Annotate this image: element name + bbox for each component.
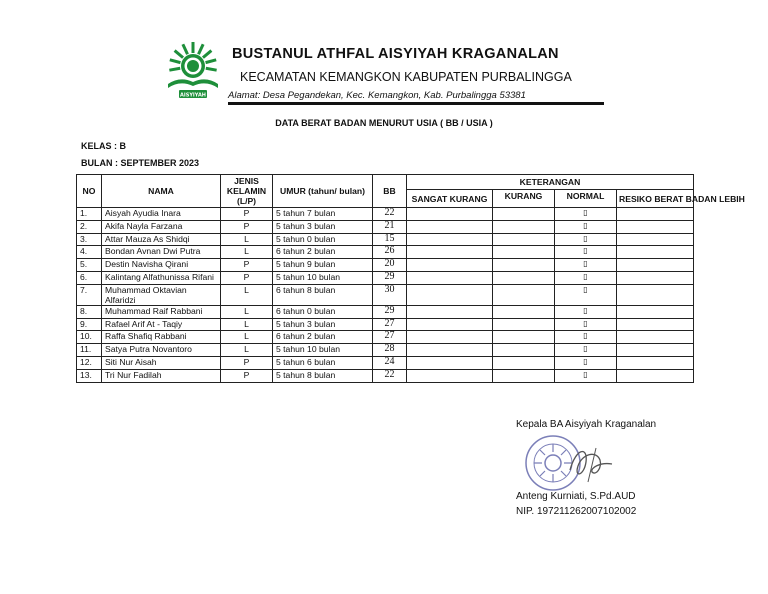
cell-jenis-kelamin: P [221, 271, 273, 284]
cell-resiko [617, 259, 694, 272]
cell-bb: 29 [373, 271, 407, 284]
table-row [77, 233, 694, 246]
cell-jenis-kelamin: L [221, 331, 273, 344]
cell-nama: Destin Navisha Qirani [102, 259, 221, 272]
signature-nip: NIP. 197211262007102002 [516, 506, 637, 517]
cell-sangat-kurang [407, 344, 493, 357]
cell-nama: Attar Mauza As Shidqi [102, 233, 221, 246]
cell-no: 8. [77, 305, 102, 318]
cell-umur: 6 tahun 0 bulan [273, 305, 373, 318]
cell-nama: Muhammad Raif Rabbani [102, 305, 221, 318]
col-sangat-kurang: SANGAT KURANG [407, 190, 493, 208]
cell-normal: ▯ [555, 344, 617, 357]
cell-resiko [617, 331, 694, 344]
cell-nama: Satya Putra Novantoro [102, 344, 221, 357]
cell-jenis-kelamin: P [221, 369, 273, 382]
cell-resiko [617, 246, 694, 259]
cell-jenis-kelamin: L [221, 284, 273, 305]
table-row [77, 318, 694, 331]
cell-umur: 5 tahun 8 bulan [273, 369, 373, 382]
cell-jenis-kelamin: P [221, 259, 273, 272]
cell-normal: ▯ [555, 369, 617, 382]
cell-kurang [493, 369, 555, 382]
cell-umur: 5 tahun 3 bulan [273, 220, 373, 233]
cell-nama: Rafael Arif At - Taqiy [102, 318, 221, 331]
cell-nama: Aisyah Ayudia Inara [102, 208, 221, 221]
cell-bb: 20 [373, 259, 407, 272]
cell-nama: Siti Nur Aisah [102, 356, 221, 369]
cell-sangat-kurang [407, 259, 493, 272]
cell-sangat-kurang [407, 246, 493, 259]
col-resiko: RESIKO BERAT BADAN LEBIH [617, 190, 694, 208]
logo-text: AISYIYAH [179, 92, 207, 99]
cell-kurang [493, 318, 555, 331]
cell-no: 6. [77, 271, 102, 284]
table-row [77, 246, 694, 259]
cell-sangat-kurang [407, 305, 493, 318]
cell-sangat-kurang [407, 284, 493, 305]
cell-resiko [617, 344, 694, 357]
cell-umur: 6 tahun 8 bulan [273, 284, 373, 305]
cell-kurang [493, 331, 555, 344]
cell-resiko [617, 284, 694, 305]
cell-sangat-kurang [407, 318, 493, 331]
cell-umur: 5 tahun 7 bulan [273, 208, 373, 221]
cell-normal: ▯ [555, 246, 617, 259]
cell-umur: 5 tahun 9 bulan [273, 259, 373, 272]
cell-bb: 30 [373, 284, 407, 305]
cell-jenis-kelamin: L [221, 246, 273, 259]
cell-sangat-kurang [407, 271, 493, 284]
signature-role: Kepala BA Aisyiyah Kraganalan [516, 419, 657, 430]
cell-nama: Akifa Nayla Farzana [102, 220, 221, 233]
cell-jenis-kelamin: L [221, 305, 273, 318]
cell-bb: 27 [373, 318, 407, 331]
cell-no: 13. [77, 369, 102, 382]
cell-sangat-kurang [407, 208, 493, 221]
cell-nama: Raffa Shafiq Rabbani [102, 331, 221, 344]
cell-bb: 22 [373, 369, 407, 382]
cell-no: 10. [77, 331, 102, 344]
table-row [77, 271, 694, 284]
cell-kurang [493, 271, 555, 284]
cell-kurang [493, 356, 555, 369]
cell-bb: 28 [373, 344, 407, 357]
bulan-label: BULAN : SEPTEMBER 2023 [81, 158, 200, 168]
cell-resiko [617, 318, 694, 331]
cell-kurang [493, 284, 555, 305]
cell-sangat-kurang [407, 356, 493, 369]
cell-normal: ▯ [555, 284, 617, 305]
cell-no: 3. [77, 233, 102, 246]
cell-umur: 6 tahun 2 bulan [273, 331, 373, 344]
cell-bb: 22 [373, 208, 407, 221]
table-row [77, 305, 694, 318]
cell-normal: ▯ [555, 305, 617, 318]
cell-kurang [493, 305, 555, 318]
cell-nama: Muhammad Oktavian Alfaridzi [102, 284, 221, 305]
cell-sangat-kurang [407, 331, 493, 344]
cell-normal: ▯ [555, 220, 617, 233]
cell-normal: ▯ [555, 331, 617, 344]
col-keterangan: KETERANGAN [407, 175, 694, 190]
cell-normal: ▯ [555, 318, 617, 331]
col-normal: NORMAL [555, 190, 617, 208]
table-row [77, 259, 694, 272]
col-no: NO [77, 175, 102, 208]
school-address: Alamat: Desa Pegandekan, Kec. Kemangkon, Kab. Purbalingga 53381 [228, 90, 526, 101]
cell-bb: 21 [373, 220, 407, 233]
cell-resiko [617, 208, 694, 221]
col-bb: BB [373, 175, 407, 208]
cell-resiko [617, 271, 694, 284]
weight-table [76, 174, 745, 383]
document-title: DATA BERAT BADAN MENURUT USIA ( BB / USIA ) [275, 118, 493, 128]
cell-no: 9. [77, 318, 102, 331]
col-kurang: KURANG [493, 190, 555, 208]
cell-kurang [493, 208, 555, 221]
table-row [77, 356, 694, 369]
cell-umur: 5 tahun 10 bulan [273, 344, 373, 357]
cell-umur: 5 tahun 0 bulan [273, 233, 373, 246]
kelas-label: KELAS : B [81, 141, 126, 151]
cell-umur: 6 tahun 2 bulan [273, 246, 373, 259]
cell-bb: 15 [373, 233, 407, 246]
cell-jenis-kelamin: L [221, 233, 273, 246]
cell-nama: Tri Nur Fadilah [102, 369, 221, 382]
table-row [77, 331, 694, 344]
cell-jenis-kelamin: L [221, 344, 273, 357]
col-umur: UMUR (tahun/ bulan) [273, 175, 373, 208]
cell-resiko [617, 220, 694, 233]
school-district: KECAMATAN KEMANGKON KABUPATEN PURBALINGGA [240, 70, 572, 84]
cell-no: 4. [77, 246, 102, 259]
table-row [77, 208, 694, 221]
table-row [77, 284, 694, 305]
cell-kurang [493, 233, 555, 246]
cell-umur: 5 tahun 6 bulan [273, 356, 373, 369]
cell-normal: ▯ [555, 233, 617, 246]
cell-normal: ▯ [555, 259, 617, 272]
header-divider [228, 102, 604, 105]
cell-sangat-kurang [407, 233, 493, 246]
col-jenis-kelamin: JENIS KELAMIN (L/P) [221, 175, 273, 208]
table-row [77, 369, 694, 382]
cell-no: 5. [77, 259, 102, 272]
cell-normal: ▯ [555, 208, 617, 221]
signature-scribble-icon [566, 442, 616, 486]
cell-jenis-kelamin: P [221, 220, 273, 233]
cell-jenis-kelamin: P [221, 208, 273, 221]
cell-jenis-kelamin: P [221, 356, 273, 369]
cell-no: 1. [77, 208, 102, 221]
cell-no: 12. [77, 356, 102, 369]
cell-resiko [617, 356, 694, 369]
signature-name: Anteng Kurniati, S.Pd.AUD [516, 491, 636, 502]
table-row [77, 220, 694, 233]
cell-kurang [493, 220, 555, 233]
cell-kurang [493, 259, 555, 272]
cell-resiko [617, 233, 694, 246]
cell-normal: ▯ [555, 271, 617, 284]
aisyiyah-logo [162, 40, 224, 102]
cell-umur: 5 tahun 3 bulan [273, 318, 373, 331]
cell-no: 2. [77, 220, 102, 233]
cell-bb: 27 [373, 331, 407, 344]
cell-kurang [493, 344, 555, 357]
cell-resiko [617, 305, 694, 318]
cell-resiko [617, 369, 694, 382]
cell-normal: ▯ [555, 356, 617, 369]
cell-kurang [493, 246, 555, 259]
cell-nama: Kalintang Alfathunissa Rifani [102, 271, 221, 284]
table-row [77, 344, 694, 357]
cell-no: 7. [77, 284, 102, 305]
cell-bb: 24 [373, 356, 407, 369]
cell-sangat-kurang [407, 369, 493, 382]
cell-umur: 5 tahun 10 bulan [273, 271, 373, 284]
cell-bb: 26 [373, 246, 407, 259]
cell-bb: 29 [373, 305, 407, 318]
cell-no: 11. [77, 344, 102, 357]
cell-sangat-kurang [407, 220, 493, 233]
school-name: BUSTANUL ATHFAL AISYIYAH KRAGANALAN [232, 46, 559, 62]
cell-nama: Bondan Avnan Dwi Putra [102, 246, 221, 259]
cell-jenis-kelamin: L [221, 318, 273, 331]
col-nama: NAMA [102, 175, 221, 208]
